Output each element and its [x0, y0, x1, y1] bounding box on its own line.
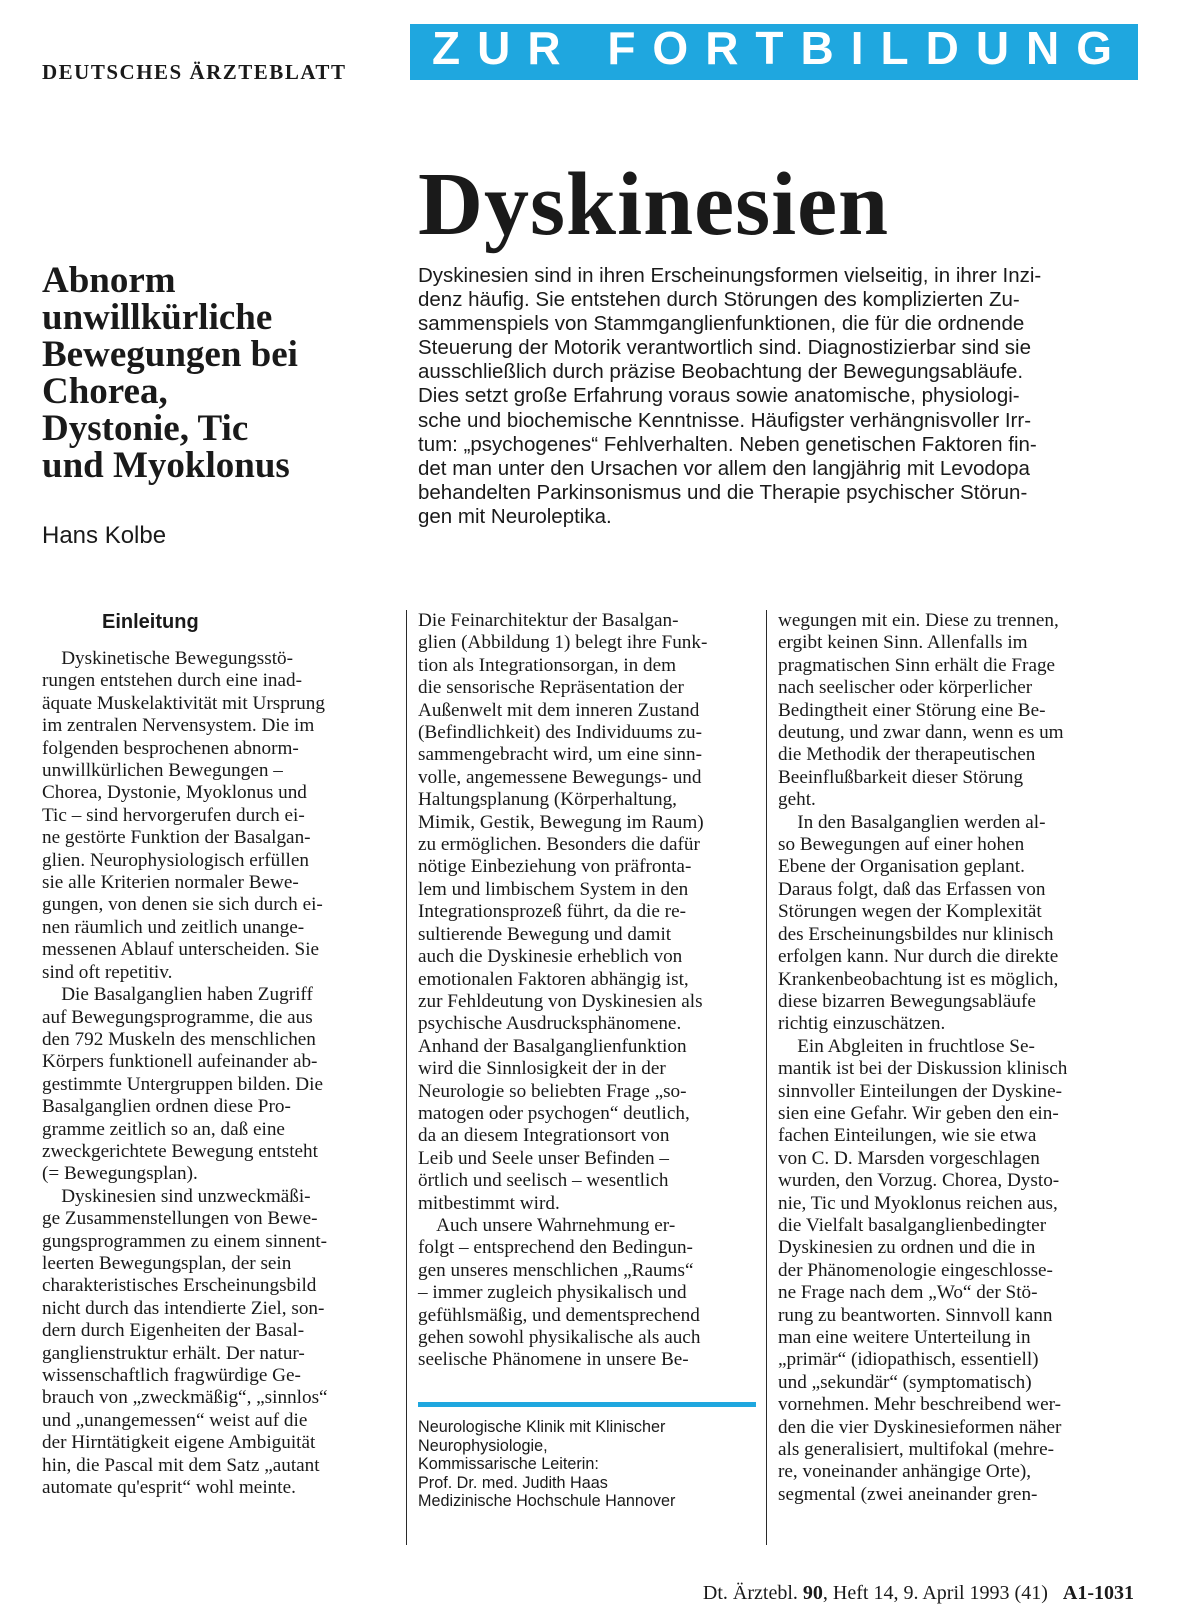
author-affiliation	[418, 1418, 758, 1511]
text-line: die Vielfalt basalganglienbedingter	[778, 1214, 1047, 1236]
text-line: brauch von „zweckmäßig“, „sinnlos“	[42, 1387, 328, 1409]
column-1-text	[42, 648, 394, 1499]
text-line: Krankenbeobachtung ist es möglich,	[778, 968, 1059, 990]
text-line: gungsprogrammen zu einem sinnent-	[42, 1230, 328, 1252]
text-line: Die Feinarchitektur der Basalgan-	[418, 610, 679, 631]
text-line: die sensorische Repräsentation der	[418, 677, 684, 699]
article-abstract	[418, 264, 1138, 529]
text-line: den die vier Dyskinesieformen näher	[778, 1416, 1062, 1438]
affiliation-line: Prof. Dr. med. Judith Haas	[418, 1473, 608, 1492]
text-line: folgenden besprochenen abnorm-	[42, 737, 299, 759]
text-line: gramme zeitlich so an, daß eine	[42, 1118, 285, 1140]
text-line: glien (Abbildung 1) belegt ihre Funk-	[418, 632, 708, 654]
text-line: messenen Ablauf unterscheiden. Sie	[42, 939, 320, 961]
text-line: vornehmen. Mehr beschreibend wer-	[778, 1394, 1062, 1416]
text-line: diese bizarren Bewegungsabläufe	[778, 990, 1036, 1012]
article-title: Dyskinesien	[418, 155, 890, 254]
text-line: zur Fehldeutung von Dyskinesien als	[418, 990, 703, 1012]
text-line: wissenschaftlich fragwürdige Ge-	[42, 1365, 301, 1386]
text-line: als generalisiert, multifokal (mehre-	[778, 1439, 1054, 1461]
abstract-line: Dies setzt große Erfahrung voraus sowie anatomische, physiologi-	[418, 384, 1020, 408]
text-line: unwillkürlichen Bewegungen –	[42, 760, 283, 782]
text-line: tion als Integrationsorgan, in dem	[418, 654, 677, 676]
text-line: Ein Abgleiten in fruchtlose Se-	[778, 1035, 1035, 1057]
abstract-line: det man unter den Ursachen vor allem den langjährig mit Levodopa	[418, 456, 1030, 480]
text-line: ne gestörte Funktion der Basalgan-	[42, 827, 311, 849]
column-divider	[406, 610, 407, 1545]
text-line: (= Bewegungsplan).	[42, 1163, 198, 1185]
body-column-1	[42, 610, 394, 1499]
affiliation-rule	[418, 1402, 756, 1407]
subtitle-line: Bewegungen bei	[42, 334, 298, 375]
text-line: geht.	[778, 789, 816, 811]
section-heading-einleitung: Einleitung	[102, 611, 199, 633]
text-line: des Erscheinungsbildes nur klinisch	[778, 923, 1054, 945]
body-column-3	[778, 610, 1136, 1506]
affiliation-line: Neurophysiologie,	[418, 1436, 548, 1455]
text-line: deutung, und zwar dann, wenn es um	[778, 722, 1064, 744]
text-line: Dyskinesien sind unzweckmäßi-	[42, 1185, 311, 1207]
text-line: glien. Neurophysiologisch erfüllen	[42, 849, 309, 871]
text-line: man eine weitere Unterteilung in	[778, 1327, 1031, 1348]
text-line: lem und limbischem System in den	[418, 878, 689, 900]
abstract-line: behandelten Parkinsonismus und die Therapie psychischer Störun-	[418, 480, 1028, 504]
subtitle-line: Chorea,	[42, 371, 168, 412]
text-line: erfolgen kann. Nur durch die direkte	[778, 946, 1059, 968]
abstract-line: denz häufig. Sie entstehen durch Störungen des komplizierten Zu-	[418, 288, 1020, 312]
text-line: auch die Dyskinesie erheblich von	[418, 946, 683, 968]
text-line: mitbestimmt wird.	[418, 1192, 560, 1214]
subtitle-line: Dystonie, Tic	[42, 408, 249, 449]
text-line: gungen, von denen sie sich durch ei-	[42, 894, 323, 916]
abstract-line: Dyskinesien sind in ihren Erscheinungsformen vielseitig, in ihrer Inzi-	[418, 264, 1042, 287]
text-line: emotionalen Faktoren abhängig ist,	[418, 968, 689, 990]
text-line: so Bewegungen auf einer hohen	[778, 834, 1025, 856]
text-line: gen unseres menschlichen „Raums“	[418, 1259, 694, 1281]
text-line: auf Bewegungsprogramme, die aus	[42, 1006, 313, 1028]
text-line: Basalganglien ordnen diese Pro-	[42, 1096, 291, 1118]
text-line: matogen oder psychogen“ deutlich,	[418, 1102, 690, 1124]
abstract-line: Steuerung der Motorik verantwortlich sind. Diagnostizierbar sind sie	[418, 336, 1032, 360]
text-line: gefühlsmäßig, und dementsprechend	[418, 1304, 700, 1326]
text-line: Daraus folgt, daß das Erfassen von	[778, 878, 1046, 900]
subtitle-line: und Myoklonus	[42, 445, 290, 486]
text-line: seelische Phänomene in unsere Be-	[418, 1349, 689, 1371]
text-line: äquate Muskelaktivität mit Ursprung	[42, 692, 325, 714]
text-line: zweckgerichtete Bewegung entsteht	[42, 1140, 318, 1162]
citation-volume: 90	[802, 1582, 823, 1604]
column-divider	[766, 610, 767, 1545]
text-line: örtlich und seelisch – wesentlich	[418, 1170, 669, 1192]
text-line: wegungen mit ein. Diese zu trennen,	[778, 610, 1059, 631]
text-line: dern durch Eigenheiten der Basal-	[42, 1320, 305, 1342]
text-line: von C. D. Marsden vorgeschlagen	[778, 1147, 1040, 1169]
text-line: und „sekundär“ (symptomatisch)	[778, 1371, 1032, 1393]
text-line: folgt – entsprechend den Bedingun-	[418, 1237, 693, 1259]
text-line: fachen Einteilungen, wie sie etwa	[778, 1125, 1037, 1147]
text-line: ne Frage nach dem „Wo“ der Stö-	[778, 1282, 1038, 1304]
text-line: Dyskinesien zu ordnen und die in	[778, 1237, 1036, 1259]
text-line: Chorea, Dystonie, Myoklonus und	[42, 782, 307, 804]
text-line: Mimik, Gestik, Bewegung im Raum)	[418, 811, 704, 833]
text-line: automate qu'esprit“ wohl meinte.	[42, 1477, 296, 1499]
text-line: In den Basalganglien werden al-	[778, 811, 1046, 833]
abstract-line: sammenspiels von Stammganglienfunktionen, die für die ordnende	[418, 312, 1025, 336]
text-line: nach seelischer oder körperlicher	[778, 677, 1033, 699]
text-line: und „unangemessen“ weist auf die	[42, 1409, 308, 1431]
text-line: Tic – sind hervorgerufen durch ei-	[42, 804, 305, 826]
text-line: pragmatischen Sinn erhält die Frage	[778, 654, 1056, 676]
text-line: zu ermöglichen. Besonders die dafür	[418, 834, 700, 856]
author-name: Hans Kolbe	[42, 522, 167, 549]
body-column-2	[418, 610, 756, 1372]
text-line: gestimmte Untergruppen bilden. Die	[42, 1073, 324, 1095]
text-line: psychische Ausdrucksphänomene.	[418, 1013, 682, 1035]
text-line: Anhand der Basalganglienfunktion	[418, 1035, 687, 1057]
text-line: den 792 Muskeln des menschlichen	[42, 1028, 316, 1050]
text-line: Störungen wegen der Komplexität	[778, 901, 1042, 923]
text-line: Beeinflußbarkeit dieser Störung	[778, 766, 1024, 788]
text-line: sultierende Bewegung und damit	[418, 923, 672, 945]
text-line: charakteristisches Erscheinungsbild	[42, 1275, 317, 1297]
text-line: leerten Bewegungsplan, der sein	[42, 1252, 292, 1274]
subtitle-line: Abnorm	[42, 260, 176, 301]
text-line: Leib und Seele unser Befinden –	[418, 1147, 669, 1169]
text-line: Integrationsprozeß führt, da die re-	[418, 901, 686, 923]
text-line: Dyskinetische Bewegungsstö-	[42, 648, 294, 669]
column-2-text	[418, 610, 756, 1372]
text-line: der Phänomenologie eingeschlosse-	[778, 1259, 1053, 1281]
text-line: Körpers funktionell aufeinander ab-	[42, 1051, 318, 1073]
citation-journal: Dt. Ärztebl.	[702, 1582, 798, 1604]
text-line: ergibt keinen Sinn. Allenfalls im	[778, 632, 1028, 654]
text-line: sien eine Gefahr. Wir geben den ein-	[778, 1102, 1059, 1124]
text-line: rung zu beantworten. Sinnvoll kann	[778, 1304, 1053, 1326]
column-3-text	[778, 610, 1136, 1506]
abstract-line: gen mit Neuroleptika.	[418, 504, 612, 528]
citation-page: A1-1031	[1062, 1582, 1134, 1604]
text-line: sie alle Kriterien normaler Bewe-	[42, 872, 299, 894]
text-line: ganglienstruktur erhält. Der natur-	[42, 1342, 305, 1364]
text-line: gehen sowohl physikalische als auch	[418, 1327, 701, 1348]
affiliation-line: Medizinische Hochschule Hannover	[418, 1492, 676, 1511]
abstract-line: sche und biochemische Kenntnisse. Häufigster verhängnisvoller Irr-	[418, 408, 1032, 432]
text-line: „primär“ (idiopathisch, essentiell)	[778, 1349, 1039, 1371]
text-line: sammengebracht wird, um eine sinn-	[418, 744, 702, 766]
text-line: Neurologie so beliebten Frage „so-	[418, 1080, 687, 1102]
section-banner: ZUR FORTBILDUNG	[410, 24, 1138, 80]
text-line: nie, Tic und Myoklonus reichen aus,	[778, 1192, 1058, 1214]
text-line: wird die Sinnlosigkeit der in der	[418, 1058, 666, 1080]
text-line: segmental (zwei aneinander gren-	[778, 1483, 1038, 1505]
article-subtitle	[42, 262, 397, 484]
text-line: nicht durch das intendierte Ziel, son-	[42, 1297, 325, 1319]
text-line: (Befindlichkeit) des Individuums zu-	[418, 722, 703, 744]
text-line: wurden, den Vorzug. Chorea, Dysto-	[778, 1170, 1060, 1192]
text-line: richtig einzuschätzen.	[778, 1013, 946, 1035]
page-citation	[703, 1582, 1134, 1605]
text-line: die Methodik der therapeutischen	[778, 744, 1036, 766]
text-line: sinnvoller Einteilungen der Dyskine-	[778, 1080, 1063, 1102]
text-line: hin, die Pascal mit dem Satz „autant	[42, 1454, 320, 1476]
text-line: Auch unsere Wahrnehmung er-	[418, 1214, 676, 1236]
text-line: Bedingtheit einer Störung eine Be-	[778, 699, 1046, 721]
text-line: da an diesem Integrationsort von	[418, 1125, 670, 1147]
publication-name: DEUTSCHES ÄRZTEBLATT	[42, 60, 347, 84]
text-line: sind oft repetitiv.	[42, 961, 173, 983]
text-line: mantik ist bei der Diskussion klinisch	[778, 1058, 1068, 1080]
text-line: Ebene der Organisation geplant.	[778, 856, 1025, 878]
text-line: – immer zugleich physikalisch und	[418, 1282, 687, 1304]
abstract-line: tum: „psychogenes“ Fehlverhalten. Neben genetischen Faktoren fin-	[418, 432, 1037, 456]
affiliation-line: Neurologische Klinik mit Klinischer	[418, 1418, 666, 1436]
text-line: re, voneinander anhängige Orte),	[778, 1461, 1032, 1483]
text-line: nen räumlich und zeitlich unange-	[42, 916, 305, 938]
text-line: rungen entstehen durch eine inad-	[42, 670, 302, 692]
text-line: ge Zusammenstellungen von Bewe-	[42, 1208, 318, 1230]
text-line: der Hirntätigkeit eigene Ambiguität	[42, 1432, 316, 1454]
text-line: im zentralen Nervensystem. Die im	[42, 715, 315, 737]
text-line: volle, angemessene Bewegungs- und	[418, 766, 702, 788]
abstract-line: ausschließlich durch präzise Beobachtung der Bewegungsabläufe.	[418, 360, 1024, 384]
affiliation-line: Kommissarische Leiterin:	[418, 1455, 599, 1474]
citation-issue-date: , Heft 14, 9. April 1993 (41)	[822, 1582, 1048, 1604]
subtitle-line: unwillkürliche	[42, 297, 273, 338]
text-line: Außenwelt mit dem inneren Zustand	[418, 699, 700, 721]
text-line: nötige Einbeziehung von präfronta-	[418, 856, 692, 878]
text-line: Haltungsplanung (Körperhaltung,	[418, 789, 677, 811]
text-line: Die Basalganglien haben Zugriff	[42, 984, 313, 1006]
